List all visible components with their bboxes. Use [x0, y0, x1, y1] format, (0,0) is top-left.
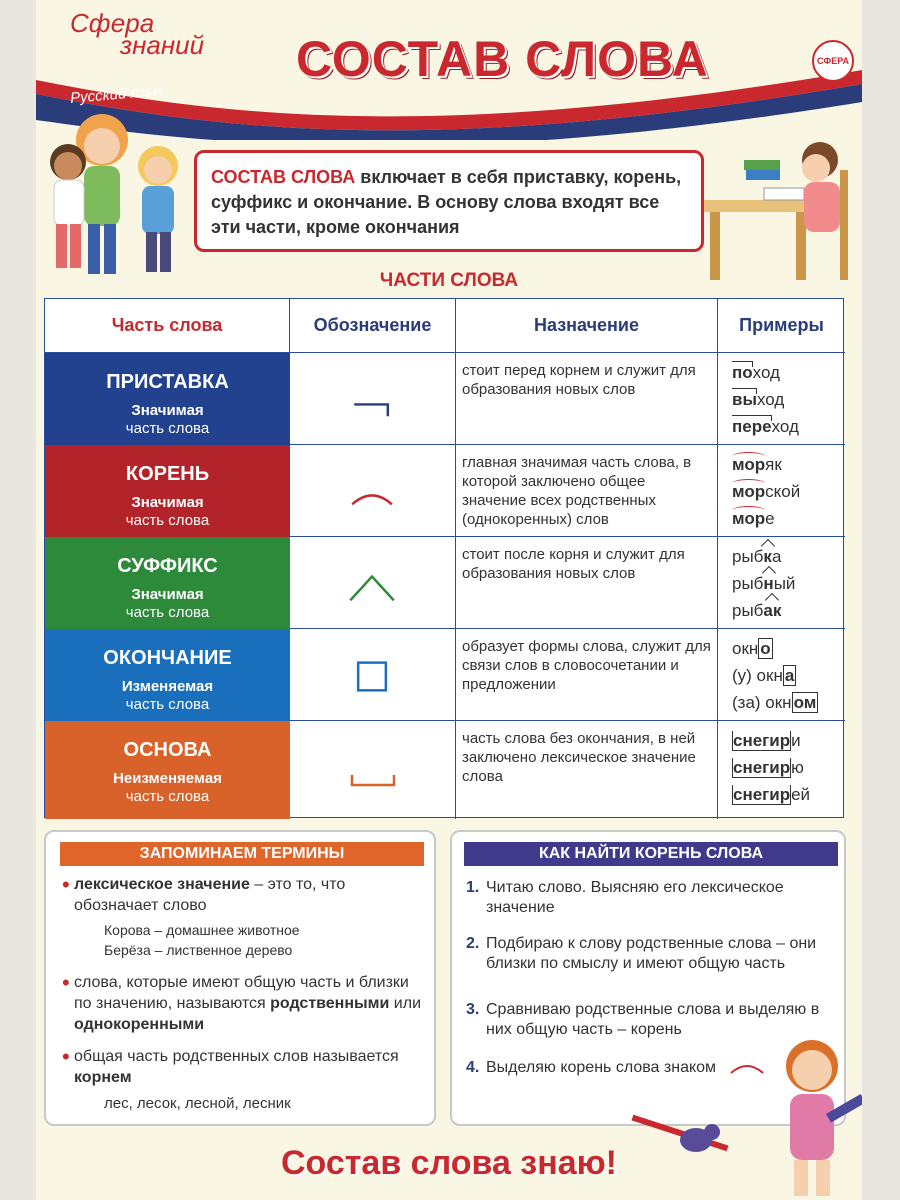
children-illustration-icon [42, 100, 202, 280]
subject-label: Русский язык [69, 81, 165, 108]
example-line: Берёза – лиственное дерево [104, 942, 293, 958]
example-word: море [732, 505, 831, 532]
example-word: поход [732, 359, 831, 386]
header-examples: Примеры [718, 299, 845, 353]
part-name: ОСНОВА [123, 739, 212, 761]
ending-square-icon [290, 629, 456, 720]
symbol-cell [290, 537, 456, 629]
example-word: снегирей [733, 785, 811, 804]
prefix-symbol-icon [290, 353, 456, 444]
intro-box [194, 150, 704, 252]
part-desc: часть слова [125, 512, 210, 529]
example-word: моряк [732, 451, 831, 478]
example-line: Корова – домашнее животное [104, 922, 300, 938]
examples-cell [718, 445, 845, 537]
intro-text: включает в себя приставку, корень, суффикс и окончание. В основу слова входят все эти части, кроме окончания [211, 167, 682, 237]
suffix-caret-icon [290, 537, 456, 628]
part-type: Значимая [131, 494, 204, 511]
examples-cell [718, 353, 845, 445]
poster [36, 0, 862, 1200]
parts-title: ЧАСТИ СЛОВА [379, 270, 519, 291]
example-word: выход [732, 386, 831, 413]
table-row [45, 353, 845, 445]
symbol-cell [290, 445, 456, 537]
term-lexical-meaning: • лексическое значение – это то, что обозначает слово [74, 874, 424, 916]
purpose-cell: стоит после корня и служит для образования новых слов [456, 537, 718, 629]
girl-at-desk-illustration-icon [704, 130, 860, 280]
brand-line-1: Сфера [70, 8, 155, 38]
example-word: (за) окн ом [732, 693, 817, 712]
example-word: окн о [732, 639, 771, 658]
part-name: КОРЕНЬ [125, 463, 210, 485]
symbol-cell [290, 721, 456, 819]
step-item: 3. Сравниваю родственные слова и выделяю в них общую часть – корень [466, 1001, 820, 1038]
examples-cell [718, 537, 845, 629]
step-item: 1. Читаю слово. Выясняю его лексическое значение [466, 879, 784, 916]
part-cell-ending [45, 629, 290, 721]
step-item: 2. Подбираю к слову родственные слова – они близки по смыслу и имеют общую часть [466, 935, 817, 972]
part-type: Неизменяемая [113, 770, 222, 787]
purpose-cell: стоит перед корнем и служит для образования новых слов [456, 353, 718, 445]
stem-bracket-icon [290, 721, 456, 819]
example-word: снегирю [733, 758, 804, 777]
step-item: 4. Выделяю корень слова знаком [466, 1058, 830, 1078]
table-row [45, 537, 845, 629]
table-row [45, 445, 845, 537]
part-cell-prefix [45, 353, 290, 445]
example-word: рыбак [732, 597, 831, 624]
publisher-logo-icon: СФЕРА [812, 40, 854, 82]
example-word: переход [732, 413, 831, 440]
part-type: Изменяемая [121, 678, 214, 695]
part-desc: часть слова [125, 696, 210, 713]
term-root: • общая часть родственных слов называется корнем [74, 1046, 424, 1088]
example-word: (у) окн а [732, 666, 795, 685]
part-desc: часть слова [125, 604, 210, 621]
examples-cell [718, 721, 845, 819]
root-example-words: лес, лесок, лесной, лесник [104, 1095, 291, 1112]
header-part: Часть слова [45, 299, 290, 353]
examples-cell [718, 629, 845, 721]
table-row [45, 629, 845, 721]
table-header [45, 299, 845, 353]
intro-highlight: СОСТАВ СЛОВА [211, 167, 356, 187]
symbol-cell [290, 353, 456, 445]
part-type: Значимая [131, 402, 204, 419]
part-name: ПРИСТАВКА [106, 371, 229, 393]
purpose-cell: часть слова без окончания, в ней заключено лексическое значение слова [456, 721, 718, 819]
word-parts-table [44, 298, 844, 818]
terms-title: ЗАПОМИНАЕМ ТЕРМИНЫ [60, 842, 424, 866]
part-name: СУФФИКС [117, 555, 218, 577]
example-word: морской [732, 478, 831, 505]
root-arc-icon [727, 1061, 767, 1075]
header-purpose: Назначение [456, 299, 718, 353]
part-desc: часть слова [125, 420, 210, 437]
part-cell-stem [45, 721, 290, 819]
part-name: ОКОНЧАНИЕ [103, 647, 232, 669]
purpose-cell: главная значимая часть слова, в которой заключено общее значение всех родственных (однокоренных) слов [456, 445, 718, 537]
part-desc: часть слова [125, 788, 210, 805]
example-word: рыбный [732, 570, 831, 597]
page-title: СОСТАВ СЛОВА [296, 31, 709, 87]
part-cell-suffix [45, 537, 290, 629]
header-symbol: Обозначение [290, 299, 456, 353]
footer-slogan: Состав слова знаю! [280, 1144, 618, 1182]
part-cell-root [45, 445, 290, 537]
brand-line-2: знаний [120, 30, 205, 60]
symbol-cell [290, 629, 456, 721]
root-arc-icon [290, 445, 456, 536]
example-word: снегири [733, 731, 801, 750]
terms-panel [44, 830, 436, 1126]
find-root-title: КАК НАЙТИ КОРЕНЬ СЛОВА [464, 842, 838, 866]
brand-logo [70, 8, 205, 60]
part-type: Значимая [131, 586, 204, 603]
term-related-words: • слова, которые имеют общую часть и близки по значению, называются родственными или однокоренными [74, 972, 424, 1035]
example-word: рыбка [732, 543, 831, 570]
table-row [45, 721, 845, 819]
purpose-cell: образует формы слова, служит для связи слов в словосочетании и предложении [456, 629, 718, 721]
